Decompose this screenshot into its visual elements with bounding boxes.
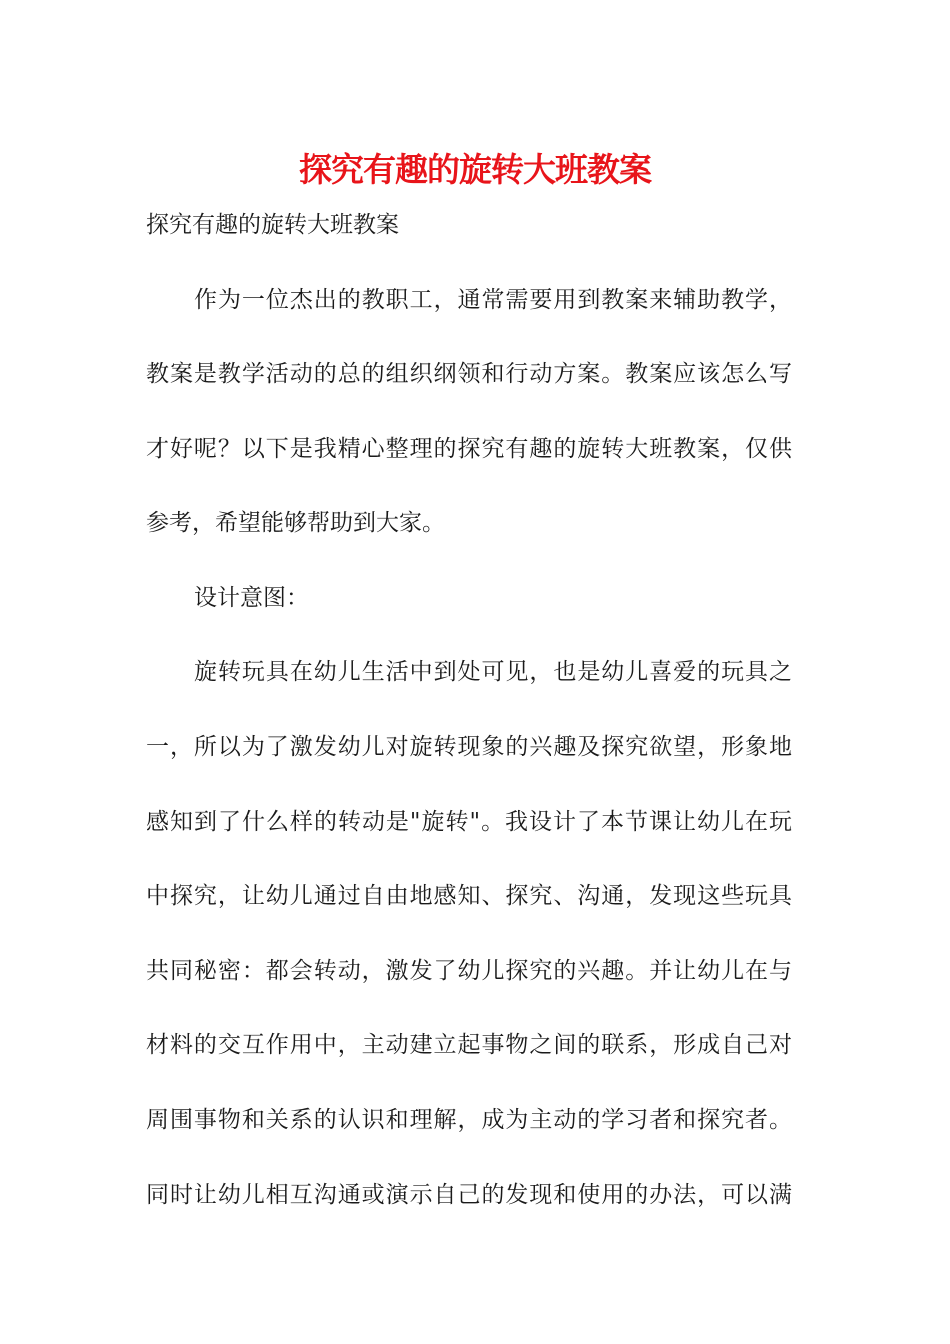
paragraph-line: 周围事物和关系的认识和理解，成为主动的学习者和探究者。 xyxy=(146,1107,792,1133)
paragraph-line: 材料的交互作用中，主动建立起事物之间的联系，形成自己对 xyxy=(146,1032,792,1058)
paragraph-line: 才好呢？以下是我精心整理的探究有趣的旋转大班教案，仅供 xyxy=(146,436,792,462)
paragraph-line: 同时让幼儿相互沟通或演示自己的发现和使用的办法，可以满 xyxy=(146,1182,792,1208)
paragraph-line: 中探究，让幼儿通过自由地感知、探究、沟通，发现这些玩具 xyxy=(146,883,792,909)
paragraph-line: 参考，希望能够帮助到大家。 xyxy=(146,510,445,536)
paragraph-line: 共同秘密：都会转动，激发了幼儿探究的兴趣。并让幼儿在与 xyxy=(146,958,792,984)
paragraph-line: 一，所以为了激发幼儿对旋转现象的兴趣及探究欲望，形象地 xyxy=(146,734,792,760)
section-heading: 设计意图： xyxy=(194,585,309,611)
paragraph-line: 感知到了什么样的转动是"旋转"。我设计了本节课让幼儿在玩 xyxy=(146,809,792,835)
paragraph-line: 旋转玩具在幼儿生活中到处可见，也是幼儿喜爱的玩具之 xyxy=(194,659,792,685)
paragraph-line: 作为一位杰出的教职工，通常需要用到教案来辅助教学， xyxy=(194,287,792,313)
document-title: 探究有趣的旋转大班教案 xyxy=(299,150,651,189)
document-subtitle: 探究有趣的旋转大班教案 xyxy=(146,212,399,238)
paragraph-line: 教案是教学活动的总的组织纲领和行动方案。教案应该怎么写 xyxy=(146,361,792,387)
